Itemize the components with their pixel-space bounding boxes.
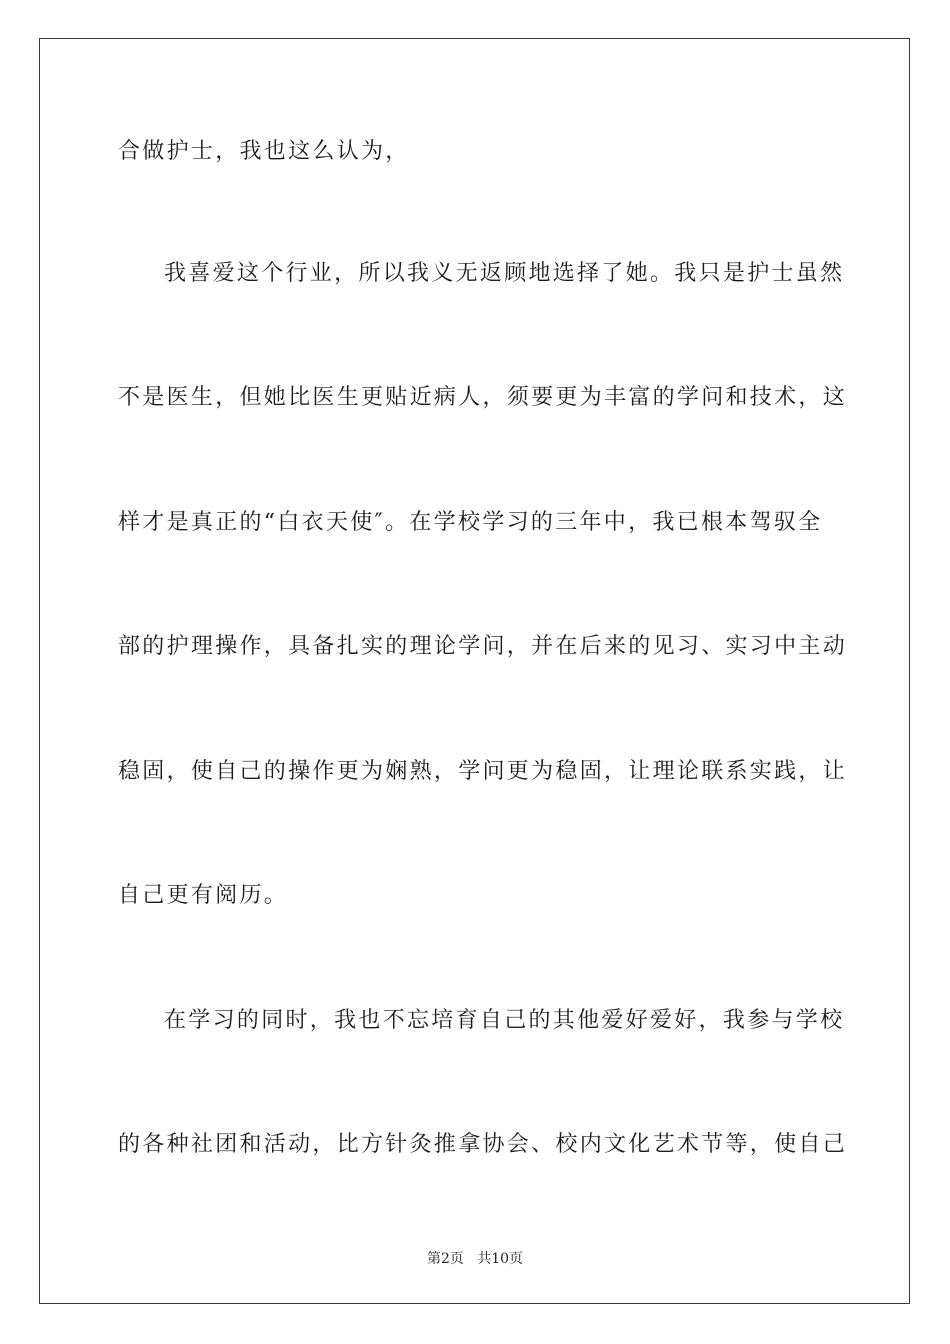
text-line-4: 样才是真正的“白衣天使″。在学校学习的三年中，我已根本驾驭全 bbox=[118, 510, 823, 535]
text-line-3: 不是医生，但她比医生更贴近病人，须要更为丰富的学问和技术，这 bbox=[118, 385, 848, 410]
page-border bbox=[39, 38, 910, 1304]
text-line-9: 的各种社团和活动，比方针灸推拿协会、校内文化艺术节等，使自己 bbox=[118, 1132, 848, 1157]
text-line-8: 在学习的同时，我也不忘培育自己的其他爱好爱好，我参与学校 bbox=[164, 1008, 845, 1033]
text-line-2: 我喜爱这个行业，所以我义无返顾地选择了她。我只是护士虽然 bbox=[164, 261, 845, 286]
text-line-7: 自己更有阅历。 bbox=[118, 883, 289, 908]
text-line-1: 合做护士，我也这么认为， bbox=[118, 139, 410, 164]
page-number-footer: 第2页 共10页 bbox=[426, 1251, 524, 1267]
text-line-6: 稳固，使自己的操作更为娴熟，学问更为稳固，让理论联系实践，让 bbox=[118, 759, 848, 784]
text-line-5: 部的护理操作，具备扎实的理论学问，并在后来的见习、实习中主动 bbox=[118, 634, 848, 659]
